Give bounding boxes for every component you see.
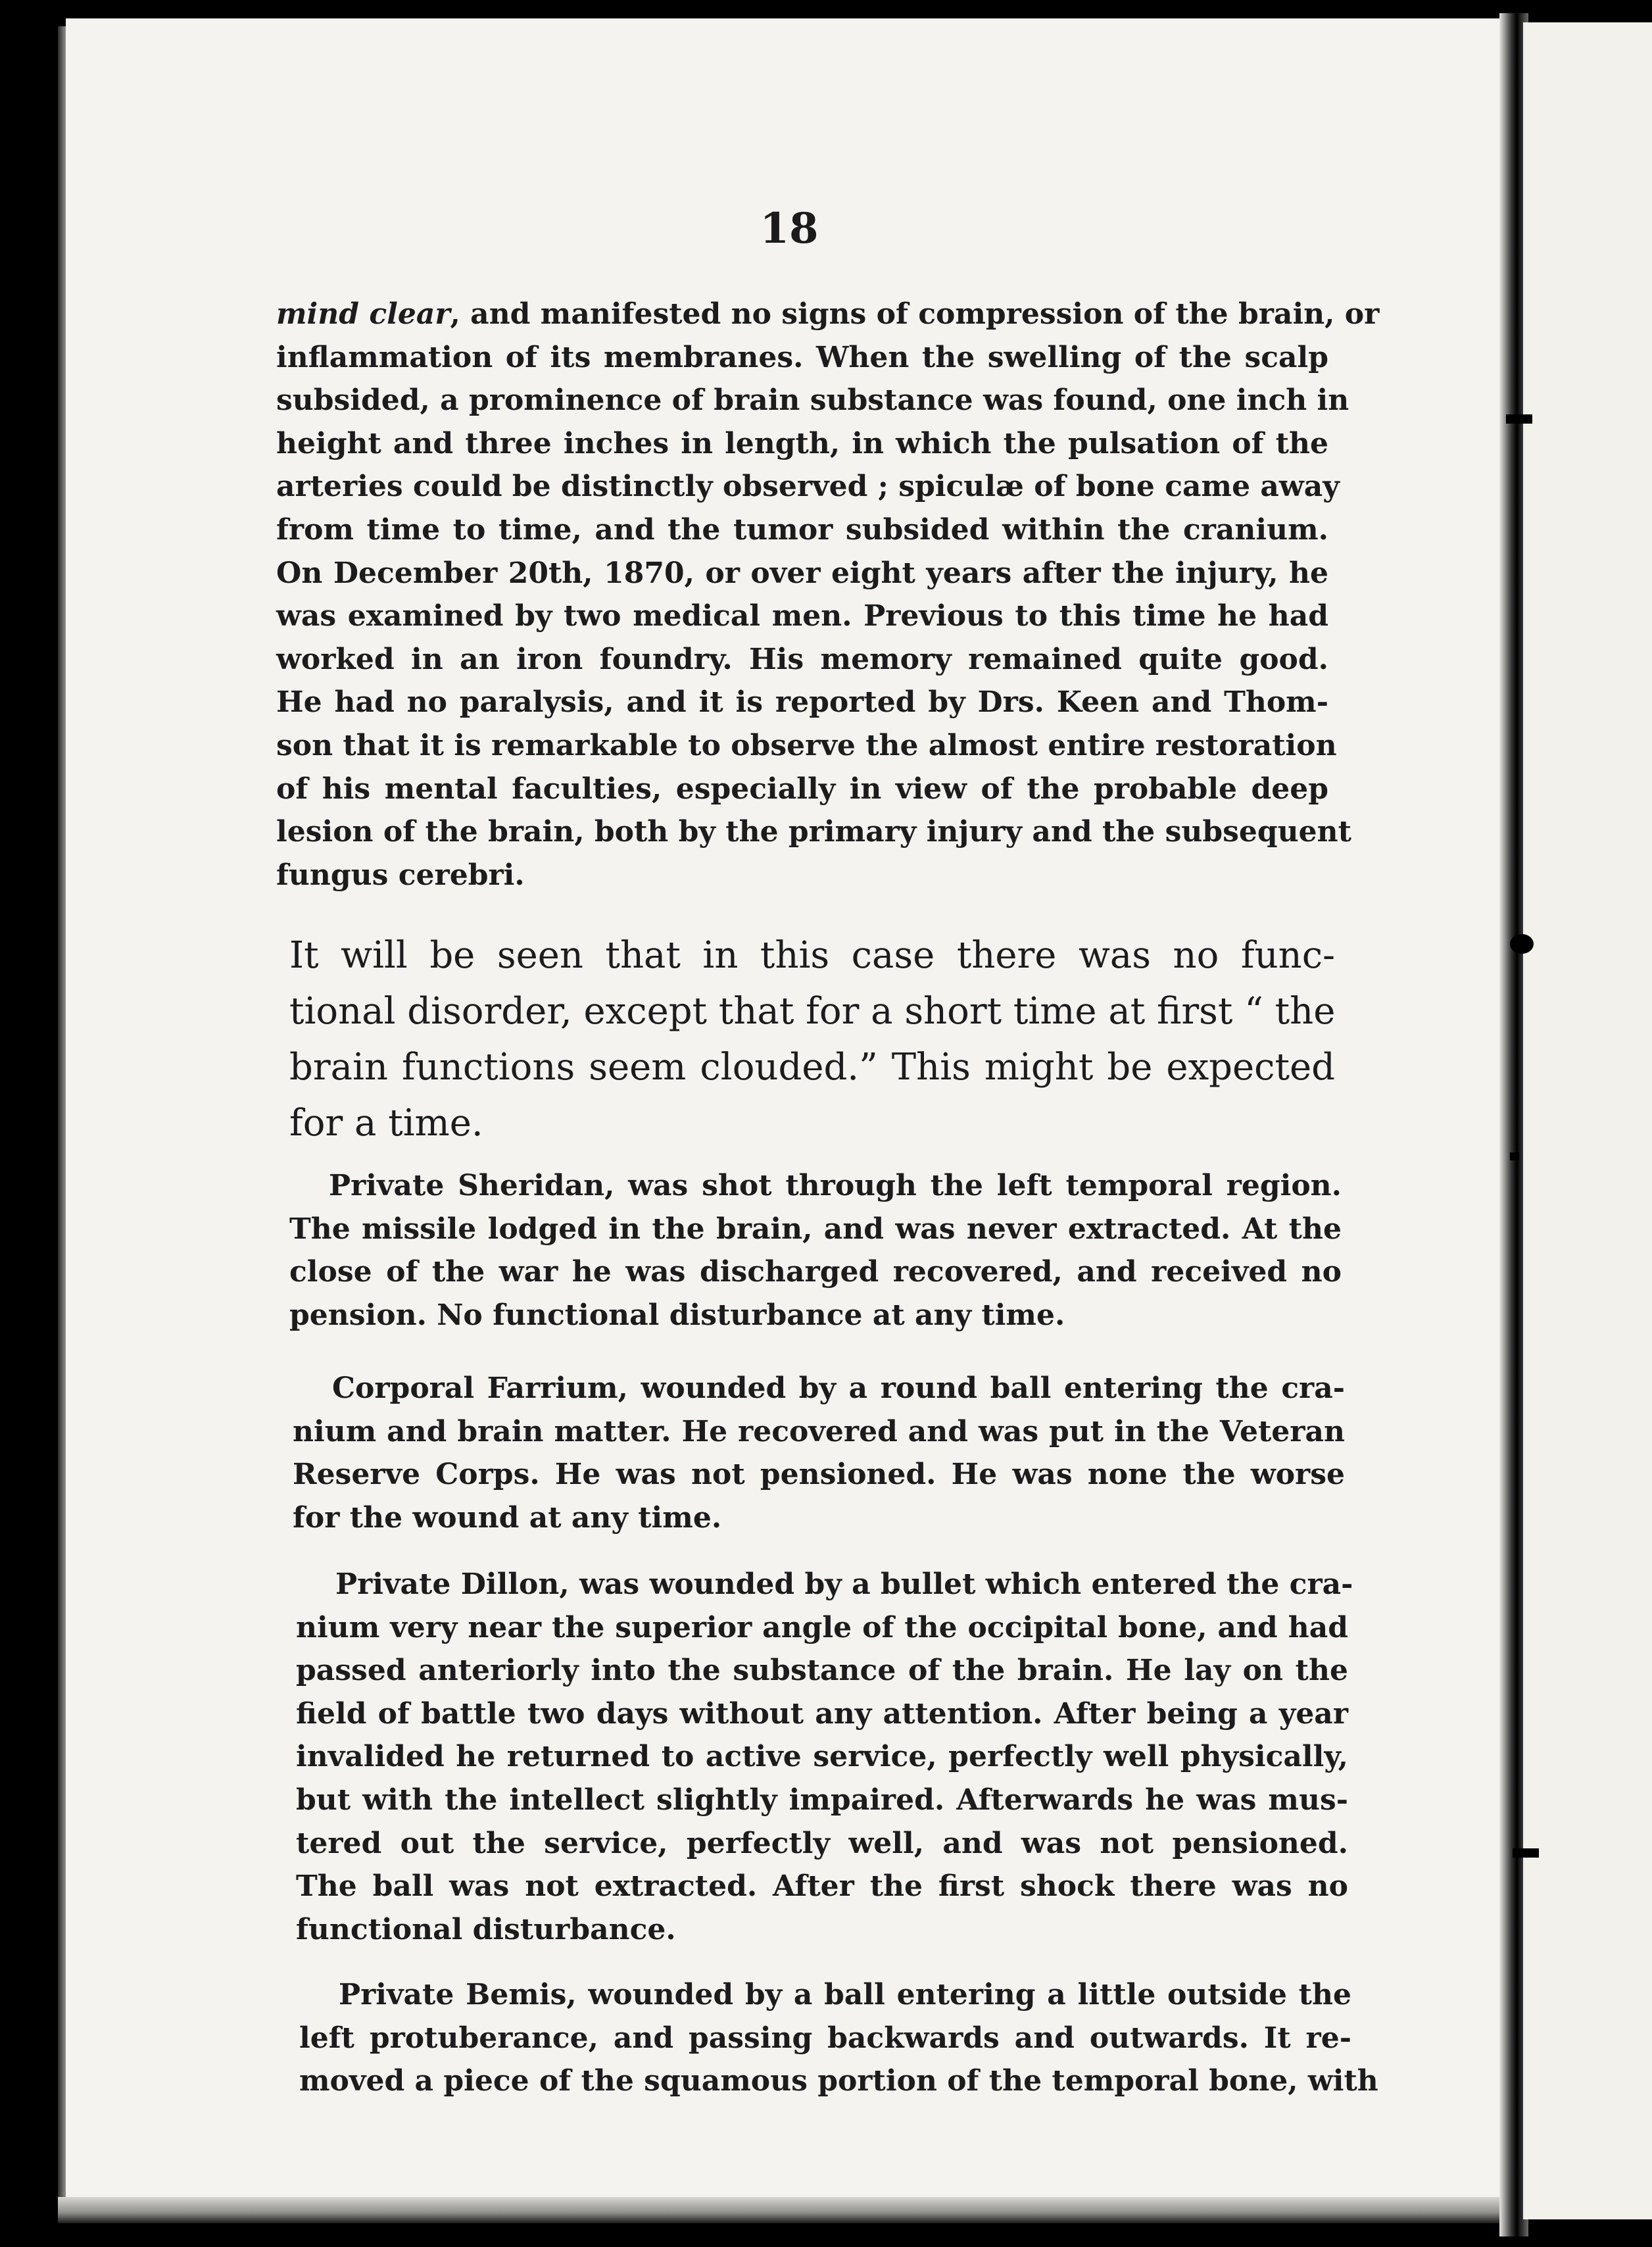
- text-line: lesion of the brain, both by the primary injury and the subsequent: [276, 815, 1351, 849]
- text-line: tered out the service, perfectly well, and was not pensioned.: [296, 1826, 1348, 1860]
- text-line: worked in an iron foundry. His memory remained quite good.: [276, 642, 1328, 676]
- text-line: but with the intellect slightly impaired. Afterwards he was mus-: [296, 1783, 1348, 1817]
- page-number: 18: [760, 204, 819, 253]
- page-bottom-edge: [58, 2197, 1505, 2223]
- next-page-sliver: [1523, 22, 1652, 2219]
- italic-phrase: mind clear: [276, 297, 450, 331]
- paragraph-commentary: [289, 927, 1335, 1151]
- text-line: pension. No functional disturbance at any time.: [289, 1298, 1065, 1332]
- text-line: tional disorder, except that for a short time at first “ the: [289, 990, 1336, 1033]
- binding-mark: [1513, 1848, 1539, 1858]
- text-line: height and three inches in length, in which the pulsation of the: [276, 426, 1328, 460]
- text-line: of his mental faculties, especially in view of the probable deep: [276, 772, 1328, 806]
- text-line: nium very near the superior angle of the occipital bone, and had: [296, 1610, 1348, 1644]
- paragraph-case-bemis: [299, 1973, 1378, 2103]
- text-line: The missile lodged in the brain, and was never extracted. At the: [289, 1212, 1342, 1246]
- text-line: He had no paralysis, and it is reported by Drs. Keen and Thom-: [276, 685, 1328, 720]
- text-line: subsided, a prominence of brain substance was found, one inch in: [276, 383, 1349, 418]
- text-line: Private Dillon, was wounded by a bullet which entered the cra-: [335, 1568, 1353, 1601]
- text-line: nium and brain matter. He recovered and was put in the Veteran: [293, 1414, 1345, 1448]
- text-line: field of battle two days without any attention. After being a year: [296, 1696, 1348, 1731]
- text-line: invalided he returned to active service, perfectly well physically,: [296, 1740, 1348, 1774]
- text-line: for the wound at any time.: [293, 1500, 722, 1535]
- text-line: On December 20th, 1870, or over eight years after the injury, he: [276, 556, 1328, 590]
- text-line: functional disturbance.: [296, 1912, 676, 1946]
- paragraph-case-sheridan: [289, 1164, 1342, 1337]
- paragraph-continuation: [276, 293, 1380, 897]
- text-line: Corporal Farrium, wounded by a round ball entering the cra-: [332, 1371, 1345, 1405]
- binding-mark: [1510, 934, 1534, 954]
- text-line: moved a piece of the squamous portion of the temporal bone, with: [299, 2064, 1378, 2098]
- text-line: It will be seen that in this case there was no func-: [289, 934, 1335, 977]
- text-line: brain functions seem clouded.” This might be expected: [289, 1046, 1335, 1089]
- paragraph-case-farrium: [293, 1367, 1345, 1539]
- text-line: Private Bemis, wounded by a ball entering a little outside the: [339, 1978, 1351, 2012]
- text-line: arteries could be distinctly observed ; spiculæ of bone came away: [276, 470, 1340, 504]
- text-line: Reserve Corps. He was not pensioned. He was none the worse: [293, 1458, 1345, 1492]
- text-line: son that it is remarkable to observe the almost entire restoration: [276, 728, 1337, 762]
- text-line: inflammation of its membranes. When the swelling of the scalp: [276, 340, 1328, 374]
- binding-mark: [1510, 1152, 1519, 1160]
- text-line: left protuberance, and passing backwards and outwards. It re-: [299, 2021, 1351, 2055]
- binding-mark: [1506, 414, 1532, 424]
- paragraph-case-dillon: [296, 1563, 1353, 1951]
- text-line: for a time.: [289, 1102, 483, 1145]
- text-line: mind clear, and manifested no signs of compression of the brain, or: [276, 297, 1380, 331]
- text-line: was examined by two medical men. Previous to this time he had: [276, 599, 1328, 633]
- text-line: Private Sheridan, was shot through the left temporal region.: [329, 1169, 1342, 1202]
- text-line: close of the war he was discharged recovered, and received no: [289, 1255, 1342, 1289]
- text-line: passed anteriorly into the substance of the brain. He lay on the: [296, 1654, 1348, 1688]
- text-line: from time to time, and the tumor subsided within the cranium.: [276, 512, 1328, 547]
- text-line: fungus cerebri.: [276, 858, 525, 892]
- text-line: The ball was not extracted. After the first shock there was no: [296, 1869, 1348, 1904]
